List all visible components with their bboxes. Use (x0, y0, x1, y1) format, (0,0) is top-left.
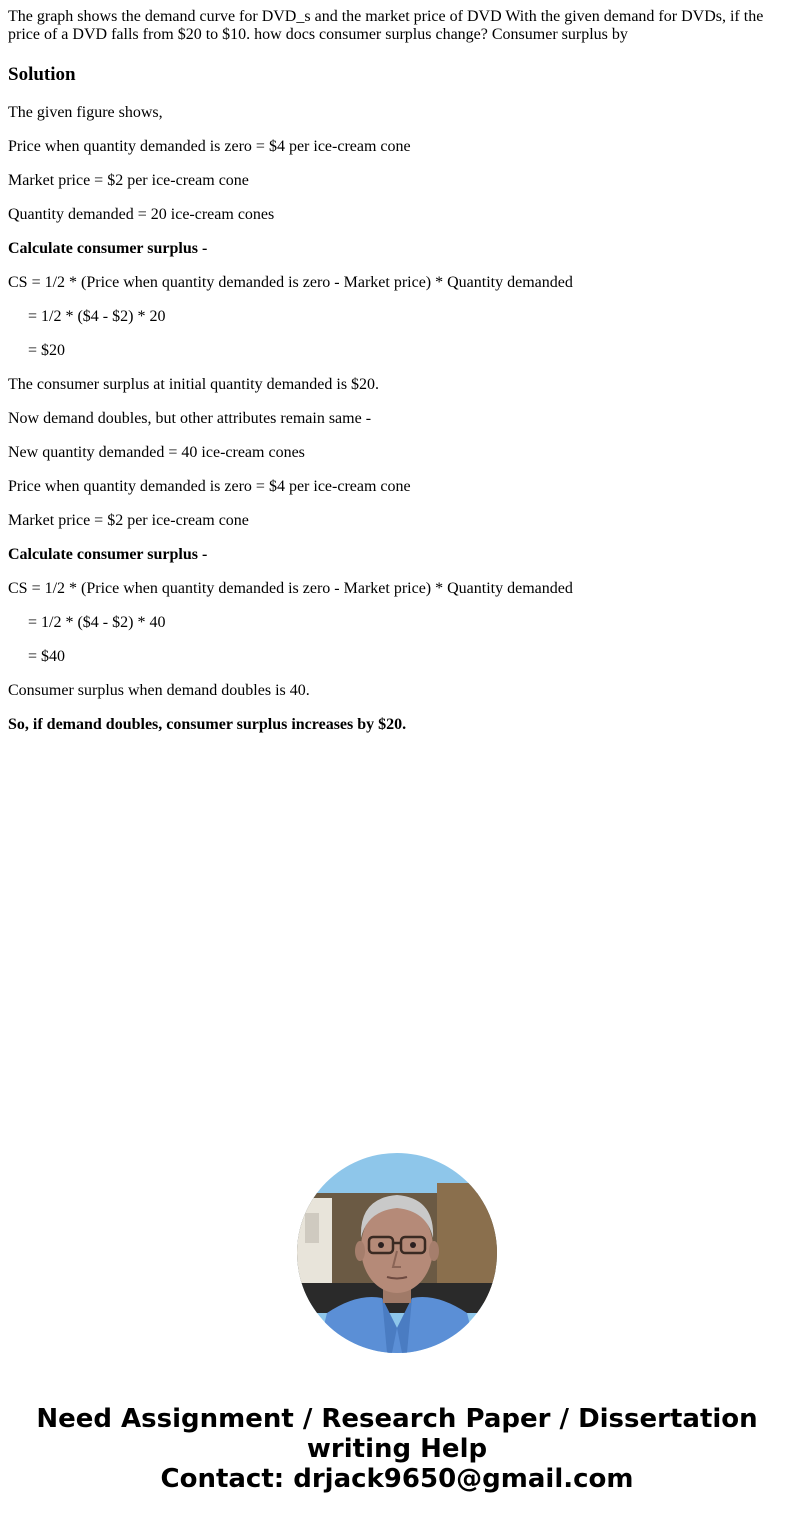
document-body (8, 8, 786, 734)
solution-paragraph: Market price = $2 per ice-cream cone (8, 512, 249, 529)
formula-line: = $40 (28, 648, 66, 665)
formula-line: = 1/2 * ($4 - $2) * 40 (28, 614, 166, 631)
solution-paragraph: The consumer surplus at initial quantity demanded is $20. (8, 376, 380, 393)
solution-subheading: Calculate consumer surplus - (8, 546, 208, 563)
banner-line: Need Assignment / Research Paper / Dissertation (36, 1404, 758, 1434)
formula-line: = $20 (28, 342, 66, 359)
solution-paragraph: New quantity demanded = 40 ice-cream cones (8, 444, 305, 461)
author-avatar (297, 1153, 497, 1353)
conclusion-text: So, if demand doubles, consumer surplus increases by $20. (8, 716, 407, 733)
solution-paragraph: Market price = $2 per ice-cream cone (8, 172, 249, 189)
solution-paragraph: Now demand doubles, but other attributes remain same - (8, 410, 372, 427)
contact-banner (0, 1404, 794, 1494)
formula-line: = 1/2 * ($4 - $2) * 20 (28, 308, 166, 325)
solution-subheading: Calculate consumer surplus - (8, 240, 208, 257)
solution-paragraph: Price when quantity demanded is zero = $4 per ice-cream cone (8, 478, 411, 495)
question-text: The graph shows the demand curve for DVD_s and the market price of DVD With the given demand for DVDs, if the price of a DVD falls from $20 to $10. how docs consumer surplus change? Consumer surplus by (8, 8, 764, 43)
formula-line: CS = 1/2 * (Price when quantity demanded is zero - Market price) * Quantity demanded (8, 274, 573, 291)
solution-paragraph: Consumer surplus when demand doubles is 40. (8, 682, 310, 699)
banner-line: writing Help (306, 1434, 488, 1464)
contact-email: Contact: drjack9650@gmail.com (160, 1464, 634, 1494)
solution-paragraph: The given figure shows, (8, 104, 163, 121)
formula-line: CS = 1/2 * (Price when quantity demanded is zero - Market price) * Quantity demanded (8, 580, 573, 597)
solution-paragraph: Price when quantity demanded is zero = $4 per ice-cream cone (8, 138, 411, 155)
solution-paragraph: Quantity demanded = 20 ice-cream cones (8, 206, 275, 223)
solution-heading: Solution (8, 64, 76, 85)
person-portrait-icon (297, 1153, 497, 1353)
